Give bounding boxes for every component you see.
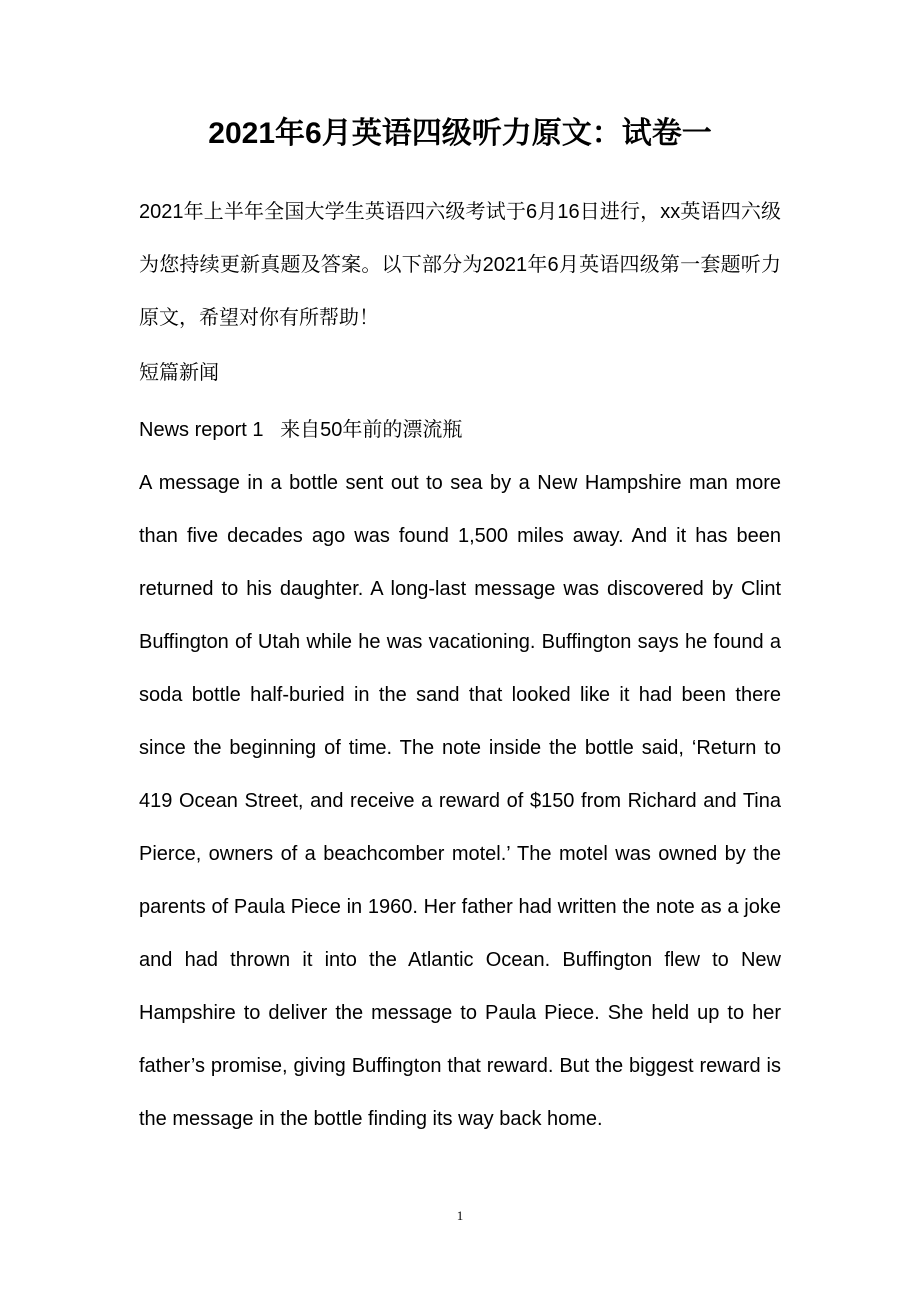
- intro-paragraph: 2021年上半年全国大学生英语四六级考试于6月16日进行，xx英语四六级为您持续更新真题及答案。以下部分为2021年6月英语四级第一套题听力原文，希望对你有所帮助！: [139, 201, 781, 329]
- news-report-body: A message in a bottle sent out to sea by a New Hampshire man more than five decades ago was found 1,500 miles away. And it has been returned to his daughter. A long-last message was discovered by Clint Buffington of Utah while he was vacationing. Buffington says he found a soda bottle half-buried in the sand that looked like it had been there since the beginning of time. The note inside the bottle said, ‘Return to 419 Ocean Street, and receive a reward of $150 from Richard and Tina Pierce, owners of a beachcomber motel.’ The motel was owned by the parents of Paula Piece in 1960. Her father had written the note as a joke and had thrown it into the Atlantic Ocean. Buffington flew to New Hampshire to deliver the message to Paula Piece. She held up to her father’s promise, giving Buffington that reward. But the biggest reward is the message in the bottle finding its way back home.: [139, 472, 781, 1130]
- page-number: 1: [456, 1208, 464, 1223]
- document-body: [139, 186, 781, 1146]
- document-title: 2021年6月英语四级听力原文：试卷一: [208, 117, 712, 150]
- news-report-label: News report 1: [139, 419, 264, 441]
- news-report-heading: [139, 404, 781, 457]
- news-report-subtitle: 来自50年前的漂流瓶: [280, 419, 463, 441]
- section-label: 短篇新闻: [139, 362, 219, 384]
